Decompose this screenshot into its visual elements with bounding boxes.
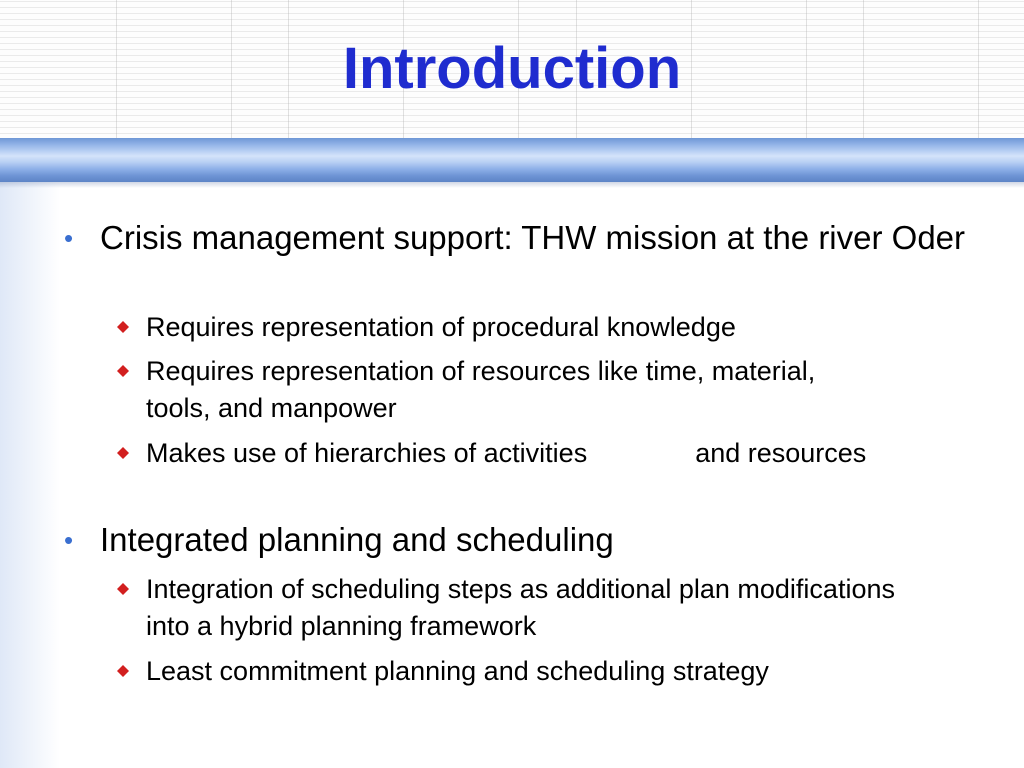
bullet-dot-icon: • — [64, 223, 74, 253]
bullet-level2 — [146, 435, 906, 472]
diamond-bullet-icon — [117, 583, 129, 595]
bullet-level2: Requires representation of resources like time, material, tools, and manpower — [146, 356, 816, 423]
bullet-level1: Crisis management support: THW mission at the river Oder — [100, 219, 966, 256]
diamond-bullet-icon — [117, 321, 129, 333]
bullet-level1: Integrated planning and scheduling — [100, 521, 614, 558]
bullet-level2: Integration of scheduling steps as additional plan modifications into a hybrid planning framework — [146, 574, 895, 641]
diamond-bullet-icon — [117, 447, 129, 459]
bullet-level2-part: Makes use of hierarchies of activities — [146, 438, 588, 468]
diamond-bullet-icon — [117, 665, 129, 677]
diamond-bullet-icon — [117, 365, 129, 377]
slide-title: Introduction — [342, 36, 682, 101]
bullet-level2: Requires representation of procedural knowledge — [146, 312, 736, 342]
bullet-level2: Least commitment planning and scheduling strategy — [146, 656, 769, 686]
header-divider-bar — [0, 138, 1024, 182]
header-divider-shadow — [0, 182, 1024, 188]
bullet-dot-icon: • — [64, 525, 74, 555]
bullet-level2-part: and resources — [695, 438, 867, 468]
